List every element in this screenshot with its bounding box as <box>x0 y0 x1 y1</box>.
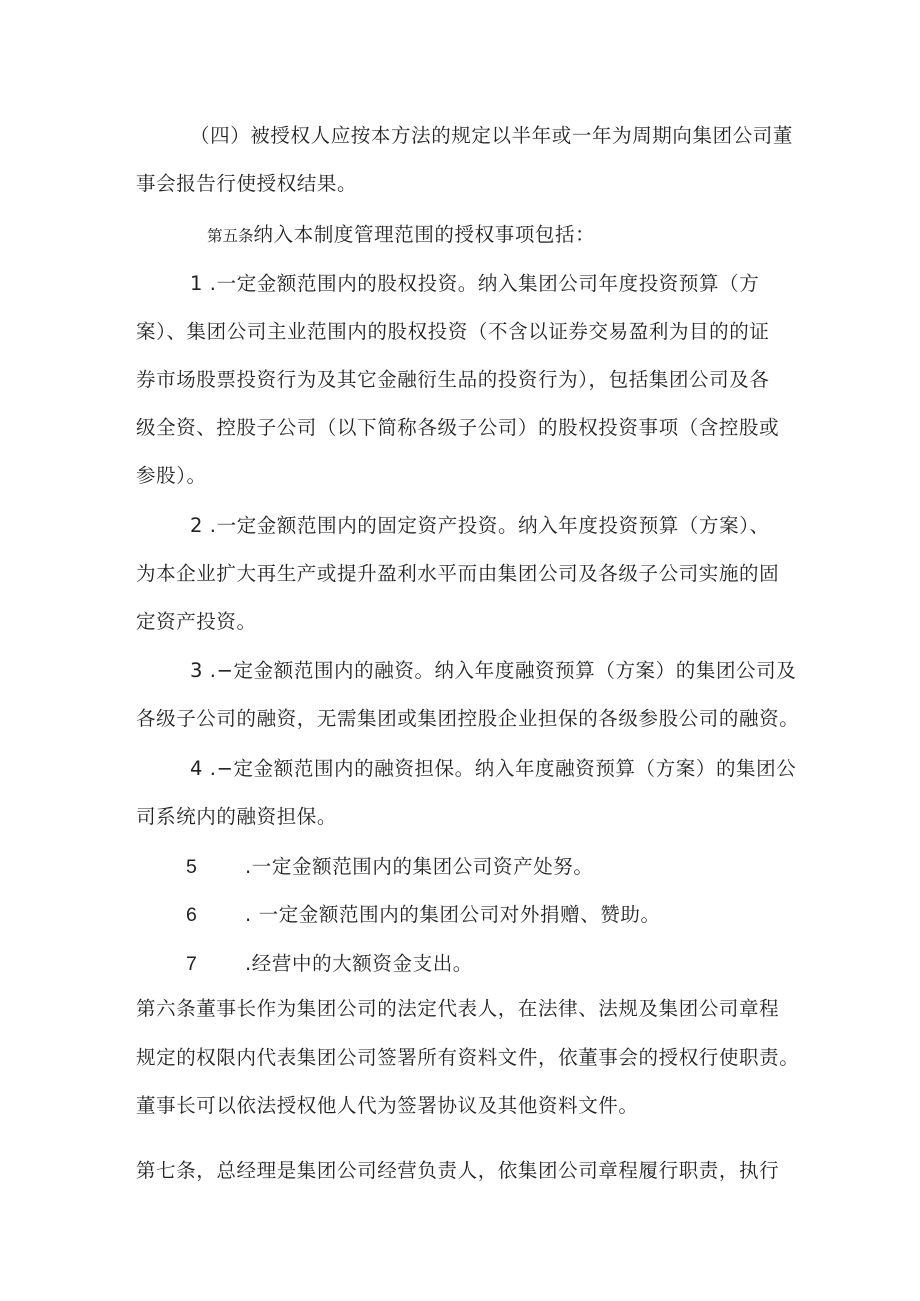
item-1-line-4: 级全资、控股子公司（以下简称各级子公司）的股权投资事项（含控股或 <box>136 416 780 439</box>
article-5-heading <box>207 221 595 250</box>
paragraph-4-line-2: 事会报告行使授权结果。 <box>136 172 358 195</box>
item-7-number: 7 <box>186 953 198 975</box>
paragraph-4-line-1: （四）被授权人应按本方法的规定以半年或一年为周期向集团公司董 <box>190 124 794 147</box>
item-5-number: 5 <box>186 856 198 878</box>
item-4-line-2: 司系统内的融资担保。 <box>136 805 338 828</box>
item-2-line-2: 为本企业扩大再生产或提升盈利水平而由集团公司及各级子公司实施的固 <box>136 562 780 585</box>
item-7-text: .经营中的大额资金支出。 <box>245 952 473 975</box>
article-6-line-2: 规定的权限内代表集团公司签署所有资料文件，依董事会的授权行使职责。 <box>136 1046 800 1069</box>
item-1-line-3: 券市场股票投资行为及其它金融衍生品的投资行为），包括集团公司及各 <box>136 368 770 391</box>
article-6-line-1: 第六条董事长作为集团公司的法定代表人，在法律、法规及集团公司章程 <box>136 997 780 1020</box>
item-1-line-2: 案）、集团公司主业范围内的股权投资（不含以证券交易盈利为目的的证 <box>136 320 770 343</box>
item-4-line-1: 4 .−定金额范围内的融资担保。纳入年度融资预算（方案）的集团公 <box>190 757 797 780</box>
item-5-text: .一定金额范围内的集团公司资产处努。 <box>245 855 594 878</box>
item-6-text: . 一定金额范围内的集团公司对外捐赠、赞助。 <box>245 903 661 926</box>
item-6-number: 6 <box>186 904 198 926</box>
item-1-line-1: 1 .一定金额范围内的股权投资。纳入集团公司年度投资预算（方 <box>190 272 760 295</box>
article-5-label: 第五条 <box>207 227 254 245</box>
item-1-line-5: 参股）。 <box>136 464 207 487</box>
article-7-line-1: 第七条，总经理是集团公司经营负责人，依集团公司章程履行职责，执行 <box>136 1159 780 1182</box>
article-6-line-3: 董事长可以依法授权他人代为签署协议及其他资料文件。 <box>136 1094 639 1117</box>
article-5-text: 纳入本制度管理范围的授权事项包括： <box>253 223 596 246</box>
item-2-line-1: 2 .一定金额范围内的固定资产投资。纳入年度投资预算（方案）、 <box>190 514 770 537</box>
item-2-line-3: 定资产投资。 <box>136 610 257 633</box>
item-3-line-2: 各级子公司的融资，无需集团或集团控股企业担保的各级参股公司的融资。 <box>136 707 800 730</box>
item-3-line-1: 3 .−定金额范围内的融资。纳入年度融资预算（方案）的集团公司及 <box>190 659 797 682</box>
